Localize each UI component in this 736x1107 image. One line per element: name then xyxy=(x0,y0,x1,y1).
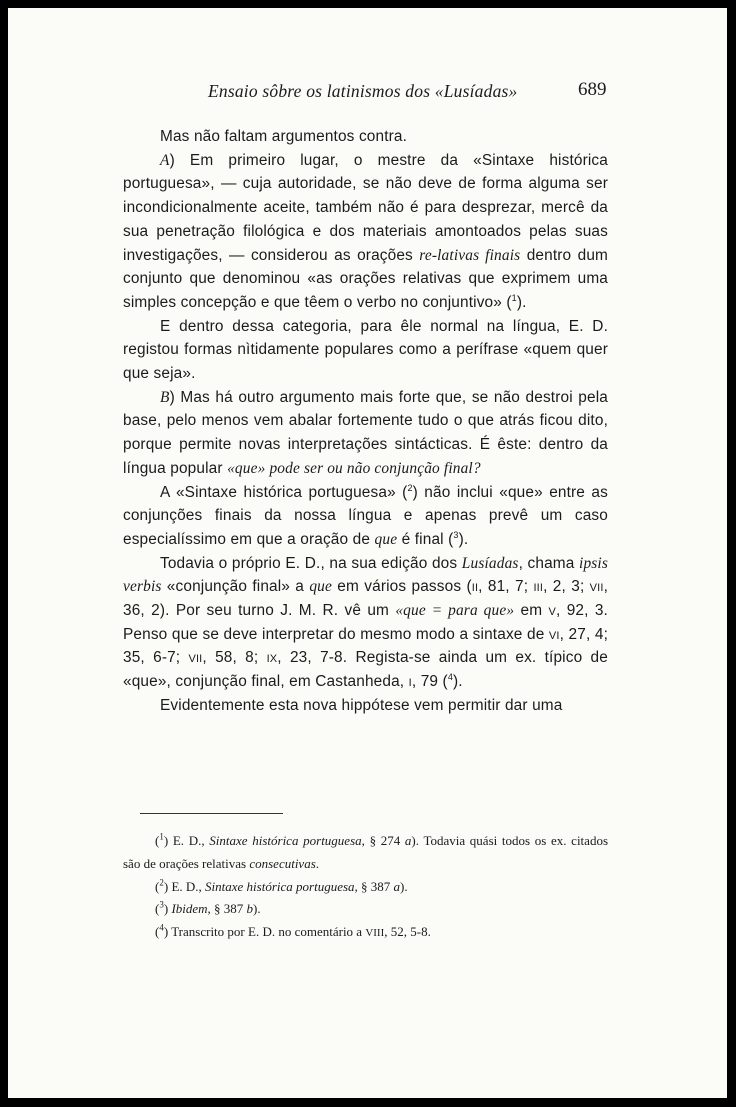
italic-run: ipsis verbis xyxy=(123,554,608,596)
roman-numeral: v xyxy=(548,602,556,620)
text-run: , 36, 2). Por seu turno J. M. R. vê um xyxy=(123,578,609,620)
footnote-number: 1 xyxy=(159,831,164,842)
text-run: «conjunção final» a xyxy=(161,578,310,596)
body-text xyxy=(123,125,608,718)
text-run: dentro dum conjunto que denominou «as orações relativas que exprimem uma simples concepção e que têem o verbo no conjuntivo» ( xyxy=(123,246,609,311)
text-run: ). xyxy=(516,293,527,311)
italic-run: Lusíadas xyxy=(461,554,519,572)
roman-numeral: iii xyxy=(533,578,544,596)
italic-run: Sintaxe histórica portuguesa xyxy=(205,878,355,894)
footnote-number: 3 xyxy=(159,900,164,911)
footnote-number: 4 xyxy=(159,922,164,933)
roman-numeral: ix xyxy=(266,649,278,667)
italic-run: consecutivas xyxy=(249,855,316,871)
text-run: , § 387 xyxy=(207,901,247,917)
footnote-ref: 3 xyxy=(453,529,459,540)
roman-numeral: vii xyxy=(589,578,604,596)
italic-run: «que = para que» xyxy=(395,602,515,620)
footnote-3: ($^3$) Ibidem, § 387 b). xyxy=(155,900,261,917)
text-run: , 52, 5-8. xyxy=(384,924,431,940)
italic-run: a xyxy=(393,878,401,894)
text-run: , 27, 4; 35, 6-7; xyxy=(123,625,608,667)
paragraph-b xyxy=(123,386,608,481)
paragraph-1: Mas não faltam argumentos contra. xyxy=(160,128,408,145)
text-run: , § 274 xyxy=(361,833,405,848)
footnote-1: ($^1$) E. D., Sintaxe histórica portuguesa, § 274 a). Todavia quási todos os ex. citados são de orações relativas consecutivas. xyxy=(123,831,609,871)
text-run: ) Em primeiro lugar, o mestre da «Sintaxe histórica portuguesa», — cuja autoridade, se não deve de forma alguma ser incondicionalmente aceite, também não é para desprezar, mercê da sua penetração filológica e dos materiais amontoados pelas suas investigações, — considerou as orações xyxy=(123,151,608,264)
text-run: Transcrito por E. D. no comentário a xyxy=(168,924,366,940)
text-run: ). xyxy=(453,673,463,691)
text-run: Todavia o próprio E. D., na sua edição dos xyxy=(160,554,462,572)
roman-numeral: viii xyxy=(365,924,385,941)
footnote-divider xyxy=(140,813,283,814)
italic-run: Sintaxe histórica portuguesa xyxy=(209,833,362,848)
footnote-ref: 1 xyxy=(511,292,517,303)
roman-numeral: vi xyxy=(548,625,560,643)
roman-numeral: vii xyxy=(188,649,203,667)
text-run: , 2, 3; xyxy=(543,578,590,596)
text-run: ). xyxy=(253,901,261,917)
running-title-italic: latinismos xyxy=(326,81,401,101)
footnote-ref: 4 xyxy=(447,672,453,683)
footnote-2: ($^2$) E. D., Sintaxe histórica portuguesa, § 387 a). xyxy=(155,877,408,894)
page-number: 689 xyxy=(578,79,607,100)
paragraph-7: Evidentemente esta nova hippótese vem permitir dar uma xyxy=(160,696,563,714)
roman-numeral: i xyxy=(408,673,412,691)
book-page xyxy=(8,8,727,1098)
footnote-ref: 2 xyxy=(407,482,413,493)
text-run: ) não inclui «que» entre as conjunções finais da nossa língua e apenas prevê um caso especialíssimo em que a oração de xyxy=(123,483,608,548)
running-head xyxy=(208,81,518,102)
text-run: ). xyxy=(400,878,408,894)
footnote-4: ($^4$) Transcrito por E. D. no comentário a viii, 52, 5-8. xyxy=(155,922,431,941)
text-run: ) Mas há outro argumento mais forte que, se não destroi pela base, pelo menos vem abalar fortemente tudo o que atrás ficou dito, porque permite novas interpretações sintácticas. É êste: dentro da língua popular xyxy=(123,388,608,477)
footnotes xyxy=(123,830,608,944)
text-run: A «Sintaxe histórica portuguesa» ( xyxy=(160,483,408,501)
text-run: ). Todavia quási todos os ex. citados são de orações relativas xyxy=(123,833,609,871)
italic-run: que xyxy=(309,578,332,596)
text-run: , 81, 7; xyxy=(478,578,534,596)
italic-run: que xyxy=(374,530,398,548)
italic-run: b xyxy=(246,901,254,917)
paragraph-5 xyxy=(123,481,608,552)
text-run: E. D., xyxy=(168,878,206,894)
italic-run: re-lativas finais xyxy=(419,246,521,264)
italic-run: a xyxy=(404,833,412,848)
text-run: , 79 ( xyxy=(411,673,448,691)
footnote-number: 2 xyxy=(159,877,164,888)
text-run: em vários passos ( xyxy=(332,578,472,596)
text-run: , 23, 7-8. Regista-se ainda um ex. típico de «que», conjunção final, em Castanheda, xyxy=(123,649,608,691)
italic-run: Ibidem xyxy=(171,901,208,917)
italic-run: «que» pode ser ou não conjunção final? xyxy=(227,459,481,477)
paragraph-6 xyxy=(123,552,608,694)
text-run: , § 387 xyxy=(354,878,394,894)
text-run: ). xyxy=(458,530,469,548)
text-run: , chama xyxy=(518,554,580,572)
text-run: é final ( xyxy=(397,530,454,548)
running-title-part: Ensaio sôbre os xyxy=(208,81,327,101)
paragraph-3: E dentro dessa categoria, para êle normal na língua, E. D. registou formas nìtidamente populares como a perífrase «quem quer que seja». xyxy=(123,317,608,383)
roman-numeral: ii xyxy=(471,578,479,596)
text-run: E. D., xyxy=(168,833,210,848)
text-run: , 58, 8; xyxy=(202,649,267,667)
paragraph-a xyxy=(123,149,608,315)
item-label: A xyxy=(160,151,170,169)
text-run: em xyxy=(514,602,549,620)
text-run: . xyxy=(315,855,320,871)
item-label: B xyxy=(160,388,170,406)
running-title-part: dos «Lusíadas» xyxy=(400,81,518,101)
text-run: , 92, 3. Penso que se deve interpretar do mesmo modo a sintaxe de xyxy=(123,602,608,643)
